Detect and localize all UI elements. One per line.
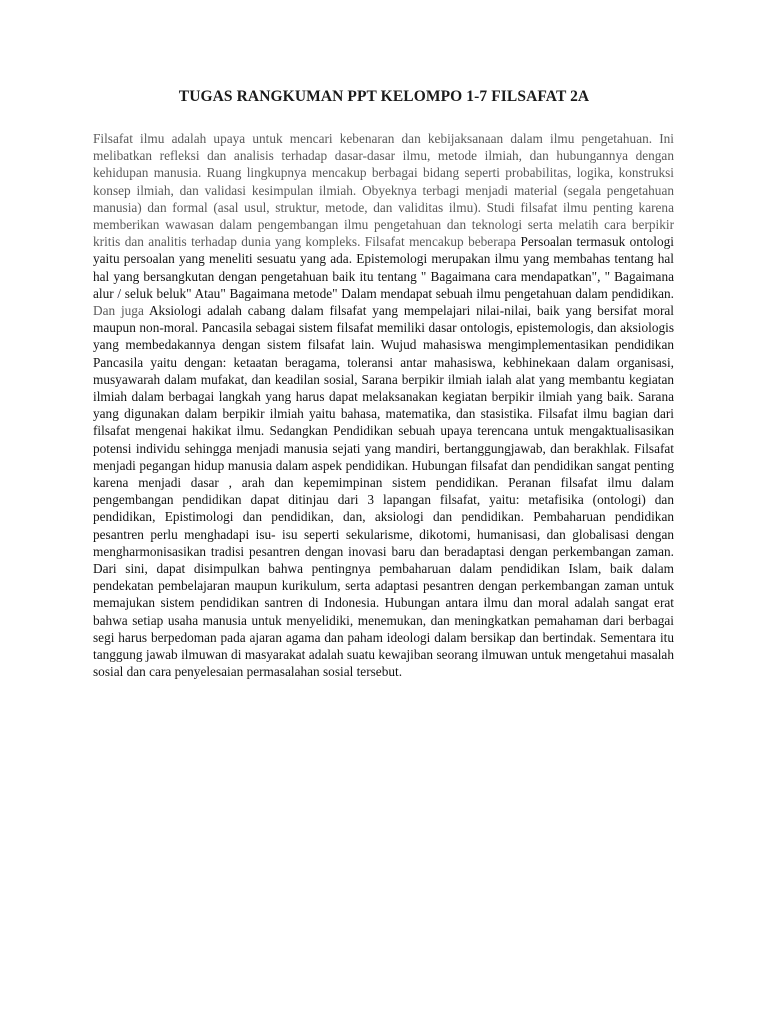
document-title: TUGAS RANGKUMAN PPT KELOMPO 1-7 FILSAFAT 2A [178, 88, 590, 105]
body-segment-intro: Filsafat ilmu adalah upaya untuk mencari kebenaran dan kebijaksanaan dalam ilmu pengetahuan. Ini melibatkan refleksi dan analisis terhadap dasar-dasar ilmu, metode ilmiah, dan hubungannya dengan kehidupan manusia. Ruang lingkupnya mencakup berbagai bidang seperti probabilitas, logika, konstruksi konsep ilmiah, dan validasi kesimpulan ilmiah. Obyeknya terbagi menjadi material (segala pengetahuan manusia) dan formal (asal usul, struktur, metode, dan validitas ilmu). Studi filsafat ilmu penting karena memberikan wawasan dalam pengembangan ilmu pengetahuan dan teknologi serta melatih cara berpikir kritis dan analitis terhadap dunia yang kompleks. Filsafat mencakup beberapa [93, 131, 674, 250]
body-segment-main: Aksiologi adalah cabang dalam filsafat yang mempelajari nilai-nilai, baik yang bersifat moral maupun non-moral. Pancasila sebagai sistem filsafat memiliki dasar ontologis, epistemologis, dan aksiologis yang membedakannya dengan sistem filsafat lain. Wujud mahasiswa mengimplementasikan pendidikan Pancasila yaitu dengan: ketaatan beragama, toleransi antar mahasiswa, kebhinekaan dalam organisasi, musyawarah dalam mufakat, dan keadilan sosial, Sarana berpikir ilmiah ialah alat yang membantu kegiatan ilmiah dalam berbagai langkah yang harus dapat melaksanakan kegiatan berpikir ilmiah yang baik. Sarana yang digunakan dalam berpikir ilmiah yaitu bahasa, matematika, dan stasistika. Filsafat ilmu bagian dari filsafat mengenai hakikat ilmu. Sedangkan Pendidikan sebuah upaya terencana untuk mengaktualisasikan potensi individu sehingga menjadi manusia sejati yang mandiri, bertanggungjawab, dan berakhlak. Filsafat menjadi pegangan hidup manusia dalam aspek pendidikan. Hubungan filsafat dan pendidikan sangat penting karena menjadi dasar , arah dan kepemimpinan sistem pendidikan. Peranan filsafat ilmu dalam pengembangan pendidikan dapat ditinjau dari 3 lapangan filsafat, yaitu: metafisika (ontologi) dan pendidikan, Epistimologi dan pendidikan, dan, aksiologi dan pendidikan. Pembaharuan pendidikan pesantren perlu menghadapi isu- isu seperti sekularisme, dikotomi, humanisasi, dan globalisasi dengan mengharmonisasikan tradisi pesantren dengan inovasi baru dan beradaptasi dengan perkembangan zaman. Dari sini, dapat disimpulkan bahwa pentingnya pembaharuan dalam pendidikan Islam, baik dalam pendekatan pembelajaran maupun kurikulum, serta adaptasi pesantren dengan perkembangan zaman untuk memajukan sistem pendidikan santren di Indonesia. Hubungan antara ilmu dan moral adalah sangat erat bahwa setiap usaha manusia untuk menyelidiki, menemukan, dan meningkatkan pemahaman dari berbagai segi harus berpedoman pada ajaran agama dan paham ideologi dalam bersikap dan bertindak. Sementara itu tanggung jawab ilmuwan di masyarakat adalah suatu kewajiban seorang ilmuwan untuk mengetahui masalah sosial dan cara penyelesaian permasalahan sosial tersebut. [93, 303, 674, 680]
body-segment-connector: Dan juga [93, 303, 149, 319]
body-segment-ontology-epistemology: Persoalan termasuk ontologi yaitu persoalan yang meneliti sesuatu yang ada. Epistemologi merupakan ilmu yang membahas tentang hal hal yang bersangkutan dengan pengetahuan baik itu tentang " Bagaimana cara mendapatkan", " Bagaimana alur / seluk beluk" Atau" Bagaimana metode" Dalam mendapat sebuah ilmu pengetahuan dalam pendidikan. [93, 234, 674, 301]
document-body [93, 130, 674, 681]
